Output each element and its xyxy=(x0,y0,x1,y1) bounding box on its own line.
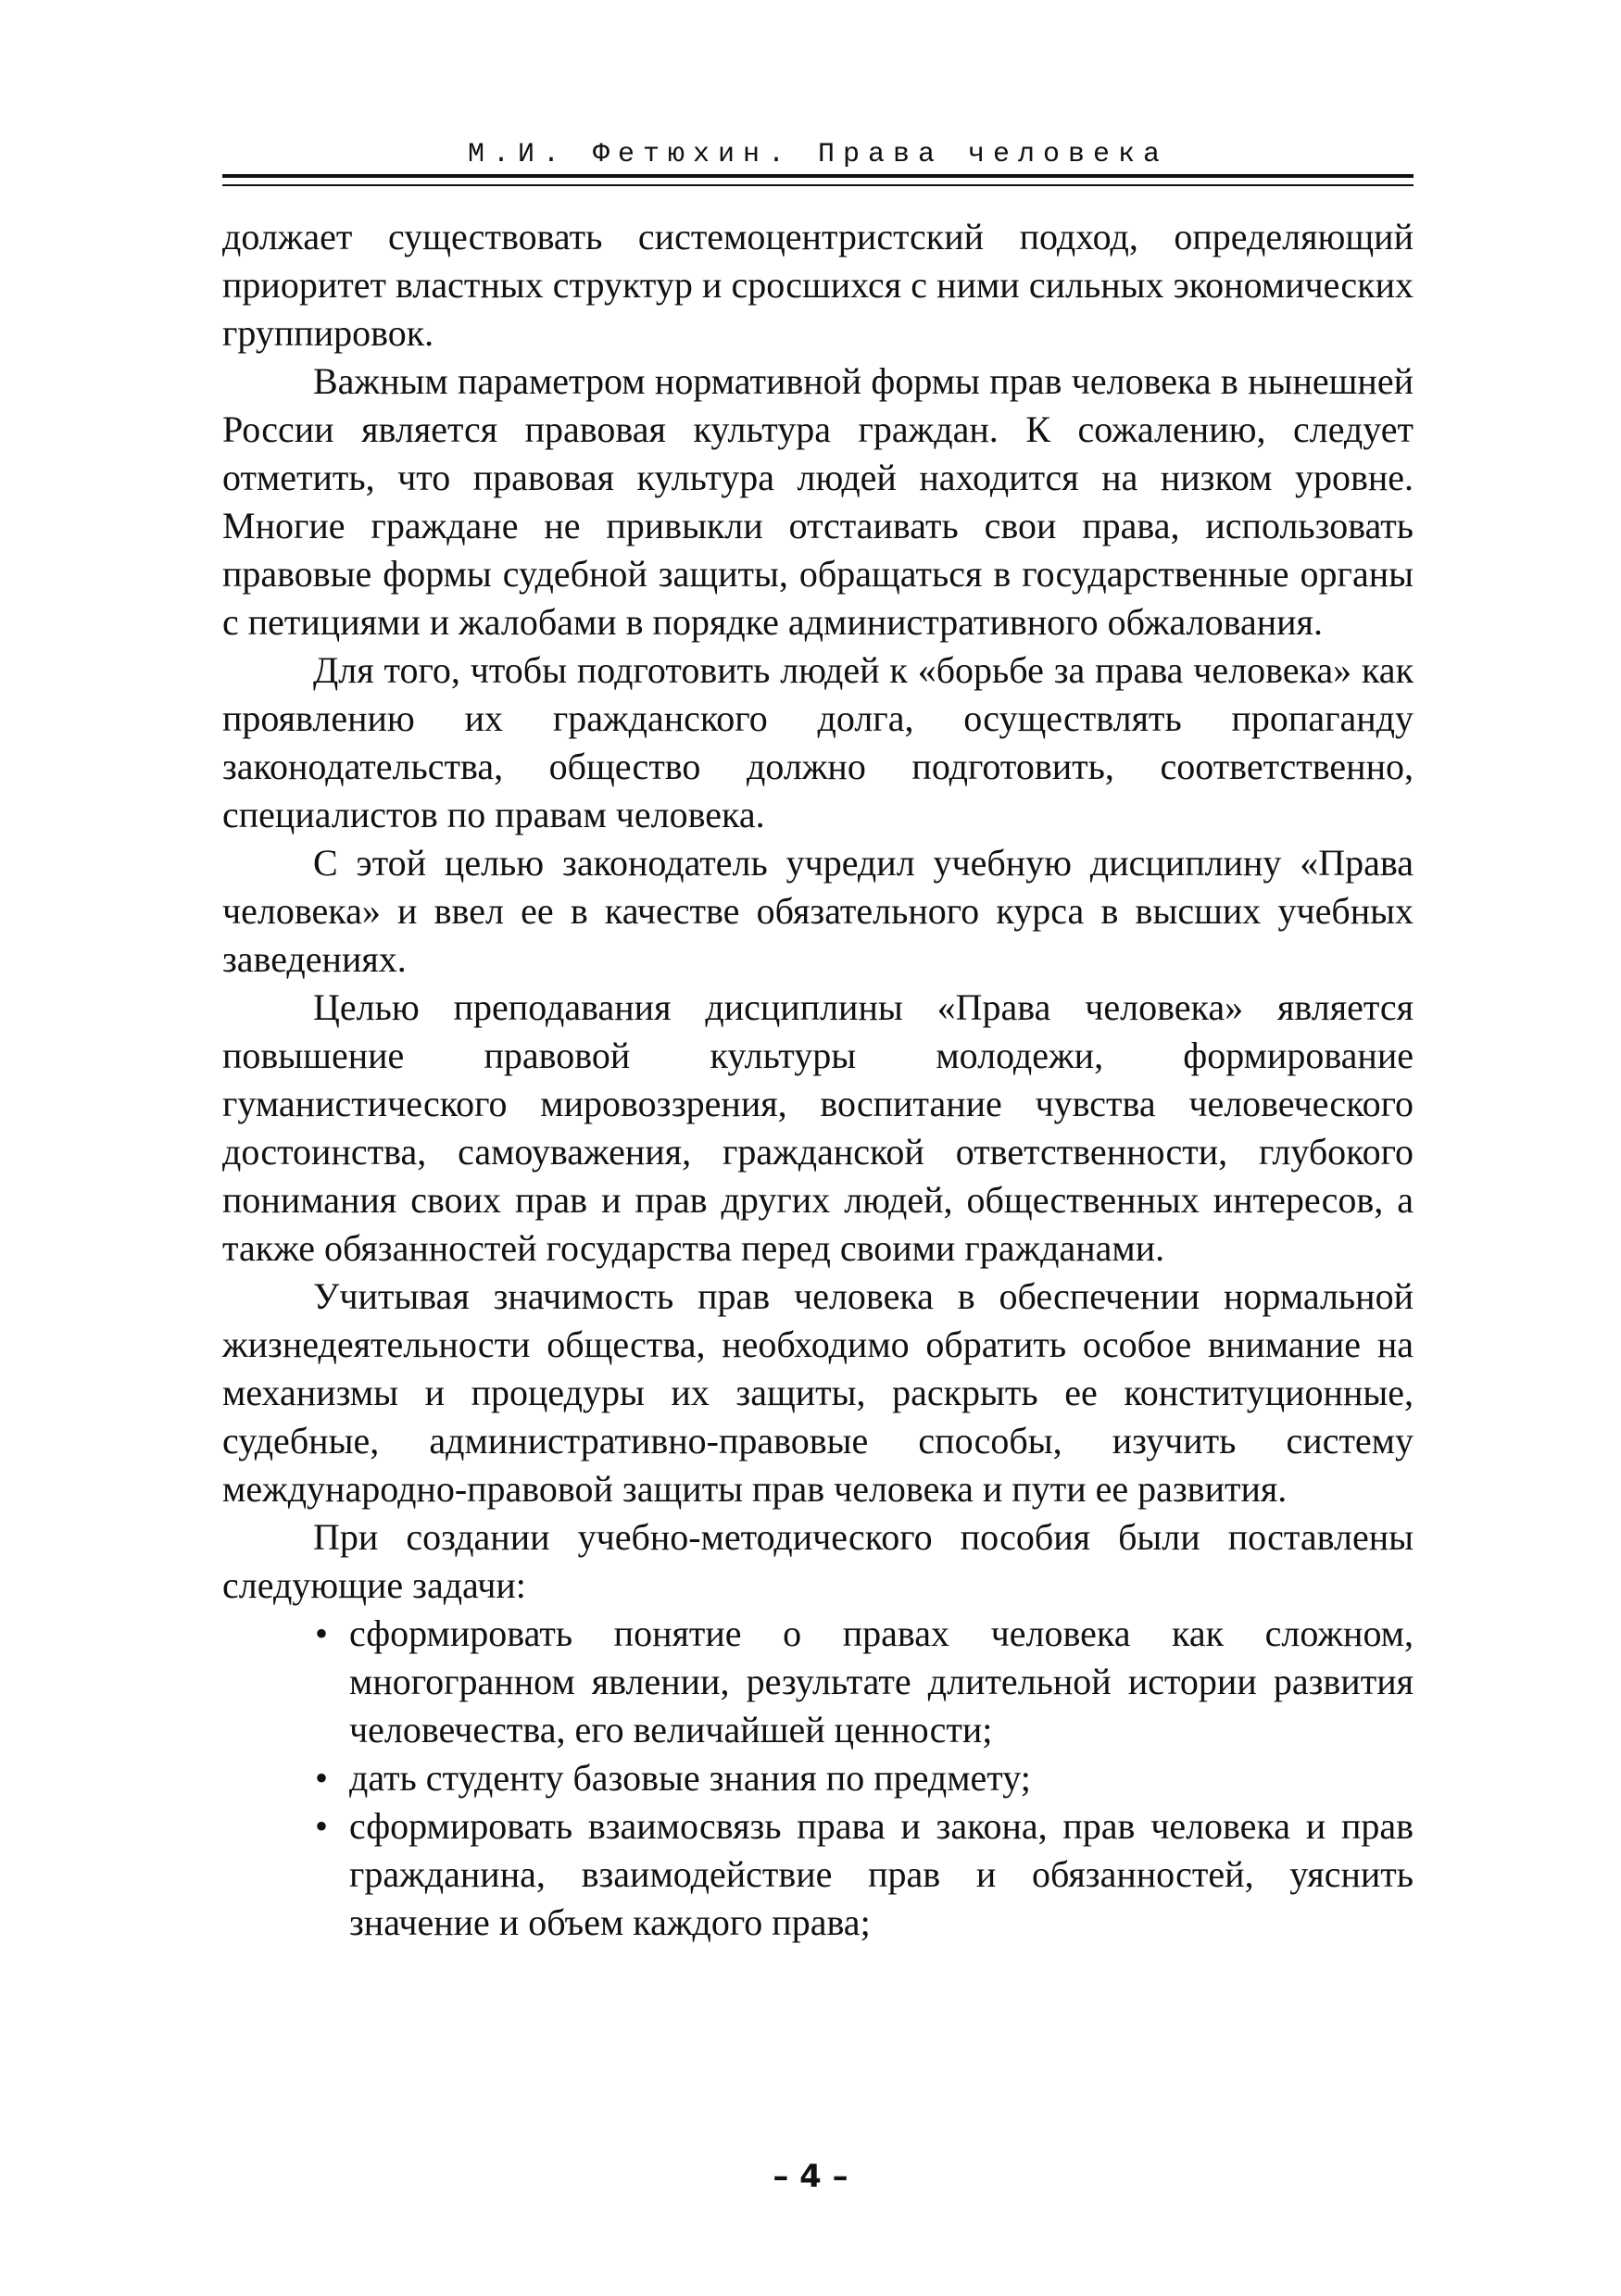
list-item xyxy=(222,1802,1414,1947)
list-item xyxy=(222,1610,1414,1754)
bullet-icon: • xyxy=(315,1805,329,1847)
list-item xyxy=(222,1754,1414,1802)
page-number: – 4 – xyxy=(773,2158,848,2195)
body-text xyxy=(222,213,1414,1947)
paragraph: С этой целью законодатель учредил учебную дисциплину «Права человека» и ввел ее в качестве обязательного курса в высших учебных заведениях. xyxy=(222,842,1414,980)
paragraph: Важным параметром нормативной формы прав человека в нынешней России является правовая культура граждан. К сожалению, следует отметить, что правовая культура людей находится на низком уровне. Многие граждане не привыкли отстаивать свои права, использовать правовые формы судебной защиты, обращаться в государственные органы с петициями и жалобами в порядке административного обжалования. xyxy=(222,360,1414,643)
list-item-text: сформировать взаимосвязь права и закона, прав человека и прав гражданина, взаимодействие прав и обязанностей, уяснить значение и объем каждого права; xyxy=(349,1805,1414,1943)
list-item-text: сформировать понятие о правах человека как сложном, многогранном явлении, результате длительной истории развития человечества, его величайшей ценности; xyxy=(349,1612,1414,1750)
paragraph-continuation: должает существовать системоцентристский подход, определяющий приоритет властных структур и сросшихся с ними сильных экономических группировок. xyxy=(222,216,1414,354)
header-rule-thick xyxy=(222,174,1414,178)
header-rule-thin xyxy=(222,184,1414,186)
bullet-icon: • xyxy=(315,1612,329,1654)
bullet-icon: • xyxy=(315,1757,329,1799)
list-item-text: дать студенту базовые знания по предмету; xyxy=(349,1757,1031,1799)
paragraph: Целью преподавания дисциплины «Права человека» является повышение правовой культуры молодежи, формирование гуманистического мировоззрения, воспитание чувства человеческого достоинства, самоуважения, гражданской ответственности, глубокого понимания своих прав и прав других людей, общественных интересов, а также обязанностей государства перед своими гражданами. xyxy=(222,986,1414,1269)
running-header: М.И. Фетюхин. Права человека xyxy=(467,139,1169,170)
paragraph: Учитывая значимость прав человека в обеспечении нормальной жизнедеятельности общества, необходимо обратить особое внимание на механизмы и процедуры их защиты, раскрыть ее конституционные, судебные, административно-правовые способы, изучить систему международно-правовой защиты прав человека и пути ее развития. xyxy=(222,1275,1414,1510)
paragraph: При создании учебно-методического пособия были поставлены следующие задачи: xyxy=(222,1516,1414,1606)
task-list xyxy=(222,1610,1414,1947)
paragraph: Для того, чтобы подготовить людей к «борьбе за права человека» как проявлению их гражданского долга, осуществлять пропаганду законодательства, общество должно подготовить, соответственно, специалистов по правам человека. xyxy=(222,649,1414,835)
